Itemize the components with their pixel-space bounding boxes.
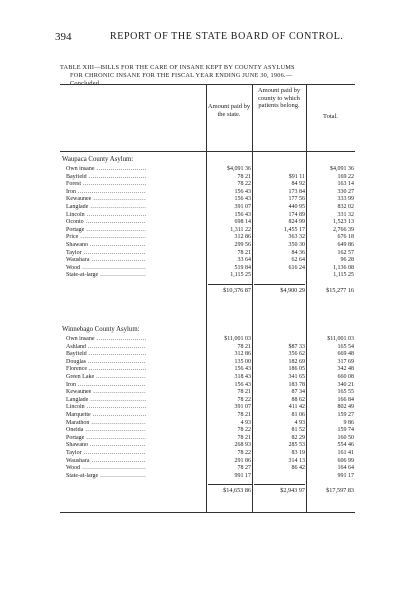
county-name: Forest ..... [66,181,146,188]
total: 159 27 [337,412,354,418]
amount-state: 4 93 [240,419,251,426]
waupaca-title: Waupaca County Asylum: [62,156,134,163]
waupaca-row [60,257,355,264]
amount-county: 183 78 [288,381,305,388]
amount-county: 173 84 [288,188,305,195]
amount-county: 84 36 [291,249,305,256]
amount-state: 78 21 [237,173,251,180]
winnebago-row [60,473,355,480]
grand-total: $15,277 16 [326,287,354,294]
total: 161 41 [337,450,354,456]
amount-state: 391 07 [234,204,251,210]
waupaca-row [60,174,355,181]
amount-state: 318 43 [234,374,251,380]
total: 162 57 [337,249,354,256]
county-name: Bayfield ..... [66,351,146,358]
county-name: Florence ..... [66,366,146,373]
amount-county: 363 32 [288,234,305,241]
county-name: Shawano ..... [66,242,146,249]
total: 1,523 13 [333,219,354,226]
total-state: $10,376 87 [223,287,251,294]
col-header-state: Amount paid by the state. [207,103,251,118]
total: 160 50 [337,434,354,441]
waupaca-row [60,196,355,203]
amount-state: 78 21 [237,343,251,350]
county-name: Portage ..... [66,227,146,234]
winnebago-row [60,382,355,389]
county-name: Green Lake ..... [66,374,146,381]
waupaca-row [60,227,355,234]
amount-state: $4,091 36 [227,166,251,172]
amount-state: 78 21 [237,434,251,441]
total: 2,766 39 [333,226,354,233]
county-name: Own insane ..... [66,336,146,343]
winnebago-totals-row [60,486,355,495]
amount-state: 78 22 [237,427,251,434]
winnebago-row [60,344,355,351]
total: 9 86 [343,419,354,426]
amount-state: 156 43 [234,381,251,388]
amount-state: 78 21 [237,249,251,256]
amount-state: 268 93 [234,442,251,449]
amount-state: 78 22 [237,396,251,403]
amount-county: 341 65 [288,374,305,380]
asylum-bills-table [60,84,355,513]
total: 802 49 [337,404,354,411]
county-name: Lincoln ..... [66,212,146,219]
total: 649 86 [337,242,354,248]
total: 317 69 [337,358,354,365]
running-head: REPORT OF THE STATE BOARD OF CONTROL. [110,31,344,42]
county-name: Marquette ..... [66,412,146,419]
amount-state: 312 86 [234,234,251,241]
caption-line-1: TABLE XIII—BILLS FOR THE CARE OF INSANE KEPT BY COUNTY ASYLUMS [60,64,295,71]
amount-county: 88 62 [291,396,305,403]
county-name: Kewaunee ..... [66,196,146,203]
amount-county: 1,455 17 [284,226,305,233]
total: 832 02 [337,204,354,210]
winnebago-row [60,351,355,358]
county-name: Portage ..... [66,435,146,442]
amount-state: 135 00 [234,358,251,365]
amount-county: 86 42 [291,465,305,472]
waupaca-row [60,272,355,279]
amount-county: 4 93 [294,419,305,426]
winnebago-row [60,427,355,434]
amount-state: 156 43 [234,188,251,195]
winnebago-row [60,420,355,427]
amount-state: 312 86 [234,351,251,358]
amount-state: 33 64 [237,257,251,264]
grand-total: $17,597 83 [326,487,354,495]
total: 1,136 08 [333,264,354,271]
amount-state: 991 17 [234,472,251,479]
waupaca-row [60,181,355,188]
col-header-county: Amount paid by county to which patients belong. [257,87,301,109]
total: 331 32 [337,211,354,218]
amount-state: 291 86 [234,457,251,464]
total-county: $4,900 29 [280,287,305,294]
amount-county: 177 56 [288,196,305,203]
county-name: Langlade ..... [66,397,146,404]
amount-state: 78 22 [237,181,251,188]
winnebago-row [60,389,355,396]
amount-county: 83 19 [291,450,305,456]
subtotal-rule [208,284,252,285]
caption-line-3: Concluded. [70,80,101,87]
winnebago-row [60,458,355,465]
county-name: Price ..... [66,234,146,241]
county-name: Oconto ..... [66,219,146,226]
waupaca-row [60,189,355,196]
amount-county: 411 42 [288,404,305,411]
total-county: $2,943 97 [280,487,305,495]
amount-state: 78 22 [237,450,251,456]
total: 164 64 [337,465,354,472]
winnebago-row [60,450,355,457]
amount-state: 78 21 [237,412,251,418]
amount-county: 81 52 [291,427,305,434]
amount-state: 156 43 [234,211,251,218]
total: 991 17 [337,472,354,479]
amount-county: 824 99 [288,219,305,226]
amount-county: 62 64 [291,257,305,264]
caption-line-2: FOR CHRONIC INSANE FOR THE FISCAL YEAR ENDING JUNE 30, 1906.— [70,72,293,79]
subtotal-rule [254,484,305,485]
amount-county: 81 06 [291,412,305,418]
waupaca-row [60,234,355,241]
total: 96 28 [340,257,354,264]
total: 159 74 [337,427,354,434]
county-name: Wood ..... [66,465,146,472]
total: 660 08 [337,374,354,380]
table-body [60,152,355,512]
amount-county: 616 24 [288,264,305,271]
total: 163 14 [337,181,354,188]
table-header [60,85,355,152]
amount-county: $87 33 [288,343,305,350]
amount-state: $11,001 03 [224,336,251,342]
amount-state: 299 56 [234,242,251,248]
subtotal-rule [208,484,252,485]
winnebago-row [60,442,355,449]
winnebago-row [60,397,355,404]
waupaca-row [60,250,355,257]
county-name: Kewaunee ..... [66,389,146,396]
county-name: Own insane ..... [66,166,146,173]
winnebago-title: Winnebago County Asylum: [62,326,140,333]
amount-county: 285 53 [288,442,305,449]
total: 169 22 [337,173,354,180]
amount-state: 156 43 [234,196,251,203]
county-name: Marathon ..... [66,420,146,427]
county-name: Taylor ..... [66,450,146,457]
county-name: Lincoln ..... [66,404,146,411]
waupaca-totals-row [60,286,355,295]
total: 166 84 [337,396,354,403]
total: 554 46 [337,442,354,449]
waupaca-row [60,204,355,211]
county-name: State-at-large ..... [66,473,146,480]
amount-state: 519 84 [234,264,251,271]
winnebago-row [60,412,355,419]
total: 606 99 [337,457,354,464]
total: 333 99 [337,196,354,203]
amount-state: 1,311 22 [230,226,251,233]
amount-county: 84 92 [291,181,305,188]
winnebago-row [60,435,355,442]
total: 342 48 [337,366,354,373]
total: 669 48 [337,351,354,358]
county-name: State-at-large ..... [66,272,146,279]
amount-county: 314 13 [288,457,305,464]
amount-county: 174 89 [288,211,305,218]
county-name: Ashland ..... [66,344,146,351]
county-name: Taylor ..... [66,250,146,257]
amount-county: $91 11 [288,173,305,180]
total: 1,115 25 [333,272,354,279]
amount-state: 391 07 [234,404,251,411]
winnebago-row [60,465,355,472]
amount-state: 156 43 [234,366,251,373]
amount-county: 356 62 [288,351,305,358]
total: 330 27 [337,188,354,195]
county-name: Waushara ..... [66,458,146,465]
amount-county: 82 29 [291,434,305,441]
amount-county: 87 34 [291,389,305,396]
total-state: $14,653 86 [223,487,251,495]
amount-county: 182 69 [288,358,305,365]
page-number: 394 [55,31,72,43]
county-name: Bayfield ..... [66,174,146,181]
amount-county: 350 30 [288,242,305,248]
winnebago-row [60,404,355,411]
total: 676 18 [337,234,354,241]
col-header-total: Total. [323,113,338,120]
amount-state: 698 14 [234,219,251,226]
county-name: Langlade ..... [66,204,146,211]
amount-state: 78 27 [237,465,251,472]
waupaca-row [60,212,355,219]
county-name: Waushara ..... [66,257,146,264]
waupaca-row [60,219,355,226]
total: 165 55 [337,389,354,396]
county-name: Iron ..... [66,189,146,196]
total: $4,091 36 [330,166,354,172]
county-name: Wood ..... [66,265,146,272]
winnebago-row [60,359,355,366]
winnebago-row [60,366,355,373]
waupaca-row [60,265,355,272]
total: 340 21 [337,381,354,388]
amount-county: 440 95 [288,204,305,210]
county-name: Douglas ..... [66,359,146,366]
total: 165 54 [337,343,354,350]
waupaca-row [60,242,355,249]
subtotal-rule [254,284,305,285]
total: $11,001 03 [327,336,354,342]
waupaca-row [60,166,355,173]
county-name: Iron ..... [66,382,146,389]
amount-state: 1,115 25 [230,272,251,279]
amount-county: 186 05 [288,366,305,373]
winnebago-row [60,374,355,381]
county-name: Oneida ..... [66,427,146,434]
page-header [55,31,360,43]
county-name: Shawano ..... [66,442,146,449]
winnebago-row [60,336,355,343]
amount-state: 78 21 [237,389,251,396]
